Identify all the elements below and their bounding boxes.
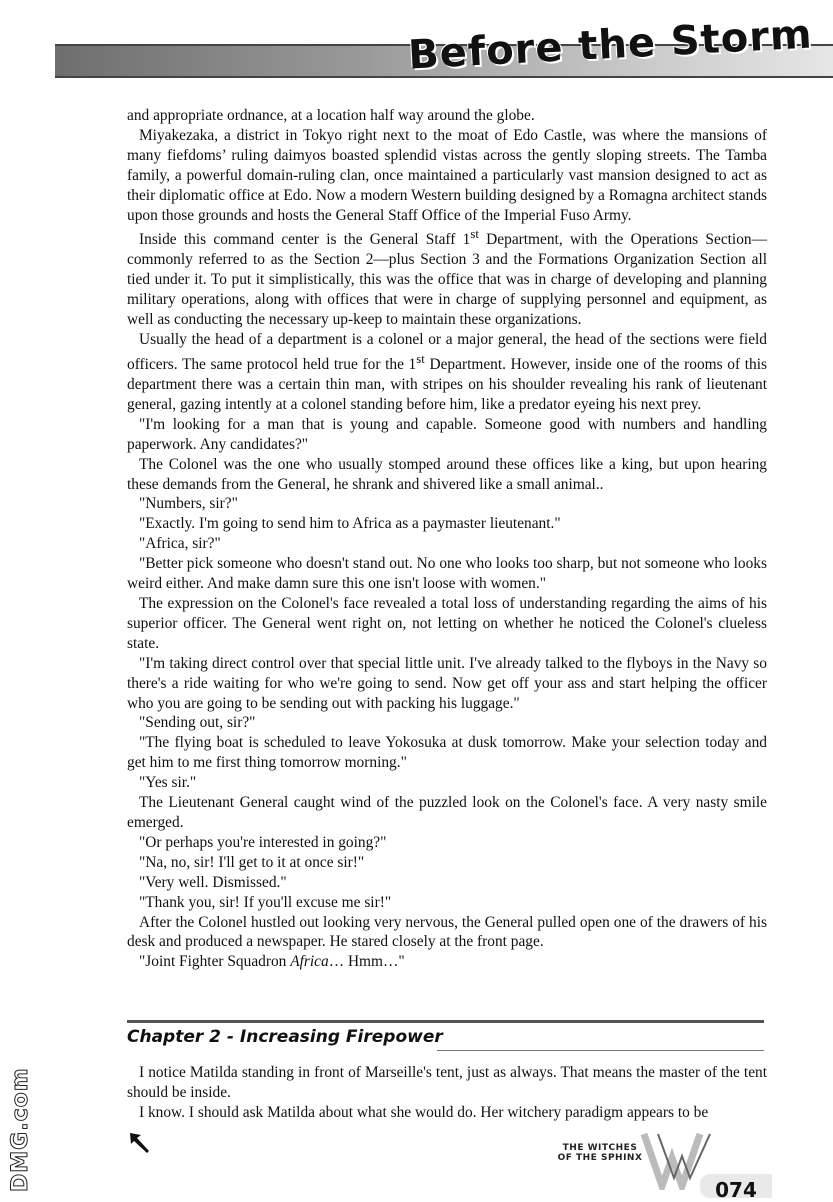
paragraph: "Very well. Dismissed." (139, 873, 287, 891)
series-line-2: OF THE SPHINX (557, 1153, 643, 1163)
paragraph: The Lieutenant General caught wind of the puzzled look on the Colonel's face. A very nasty smile emerged. (127, 794, 767, 831)
paragraph: and appropriate ordnance, at a location half way around the globe. (127, 107, 535, 124)
paragraph: I notice Matilda standing in front of Marseille's tent, just as always. That means the master of the tent should be inside. (127, 1064, 767, 1101)
paragraph: "Sending out, sir?" (139, 714, 256, 732)
chapter-heading: Chapter 2 - Increasing Firepower (127, 1027, 443, 1047)
paragraph: Usually the head of a department is a colonel or a major general, the head of the sections were field officers. The same protocol held true for the 1st Department. However, inside one of the rooms of this department there was a certain thin man, with stripes on his shoulder revealing his rank of lieutenant general, gazing intently at a colonel standing before him, like a predator eyeing his next prey. (127, 331, 768, 413)
paragraph: "Joint Fighter Squadron Africa… Hmm…" (139, 953, 405, 971)
paragraph: "Thank you, sir! If you'll excuse me sir!" (139, 893, 392, 911)
chapter-body-text (127, 1063, 767, 1123)
side-watermark-logo: DMG.com (8, 1067, 33, 1192)
paragraph: "Yes sir." (139, 774, 197, 792)
paragraph: The expression on the Colonel's face revealed a total loss of understanding regarding the aims of his superior officer. The General went right on, not letting on whether he noticed the Colonel's clueless state. (127, 595, 767, 652)
series-line-1: THE WITCHES (562, 1143, 638, 1153)
chapter-heading-block (127, 1020, 764, 1051)
paragraph: "I'm taking direct control over that special little unit. I've already talked to the flyboys in the Navy so there's a ride waiting for who we're going to send. Now get off your ass and start helping the officer who you are going to be sending out with packing his luggage." (127, 654, 767, 712)
paragraph: "Or perhaps you're interested in going?" (139, 833, 387, 851)
page-header-title: Before the Storm (407, 11, 814, 79)
arrow-up-left-icon (128, 1131, 152, 1155)
paragraph: "The flying boat is scheduled to leave Yokosuka at dusk tomorrow. Make your selection today and get him to me first thing tomorrow morning." (127, 734, 767, 772)
body-text (127, 106, 767, 972)
paragraph: "Better pick someone who doesn't stand out. No one who looks too sharp, but not someone who looks weird either. And make damn sure this one isn't loose with women." (127, 555, 767, 593)
paragraph: "Numbers, sir?" (139, 495, 238, 513)
paragraph: "I'm looking for a man that is young and capable. Someone good with numbers and handling paperwork. Any candidates?" (127, 415, 767, 453)
paragraph: Inside this command center is the General Staff 1st Department, with the Operations Section—commonly referred to as the Section 2—plus Section 3 and the Formations Organization Section all tied under it. To put it simplistically, this was the office that was in charge of developing and planning military operations, along with offices that were in charge of supplying personnel and equipment, as well as conducting the necessary up-keep to maintain these organizations. (127, 227, 767, 329)
paragraph: "Na, no, sir! I'll get to it at once sir!" (139, 853, 365, 871)
paragraph: The Colonel was the one who usually stomped around these offices like a king, but upon hearing these demands from the General, he shrank and shivered like a small animal.. (127, 455, 767, 493)
paragraph: After the Colonel hustled out looking very nervous, the General pulled open one of the drawers of his desk and produced a newspaper. He stared closely at the front page. (127, 913, 767, 951)
chapter-rule-bottom (437, 1050, 764, 1051)
paragraph: Miyakezaka, a district in Tokyo right next to the moat of Edo Castle, was where the mansions of many fiefdoms’ ruling daimyos boasted splendid vistas across the gently sloping streets. The Tamba family, a powerful domain-ruling clan, once maintained a particularly vast mansion designed to act as their diplomatic office at Edo. Now a modern Western building designed by a Romagna architect stands upon those grounds and hosts the General Staff Office of the Imperial Fuso Army. (127, 126, 767, 224)
page-number: 074 (715, 1178, 757, 1202)
paragraph: "Africa, sir?" (139, 535, 221, 553)
paragraph: "Exactly. I'm going to send him to Africa as a paymaster lieutenant." (139, 515, 561, 533)
paragraph: I know. I should ask Matilda about what she would do. Her witchery paradigm appears to be (139, 1103, 709, 1121)
